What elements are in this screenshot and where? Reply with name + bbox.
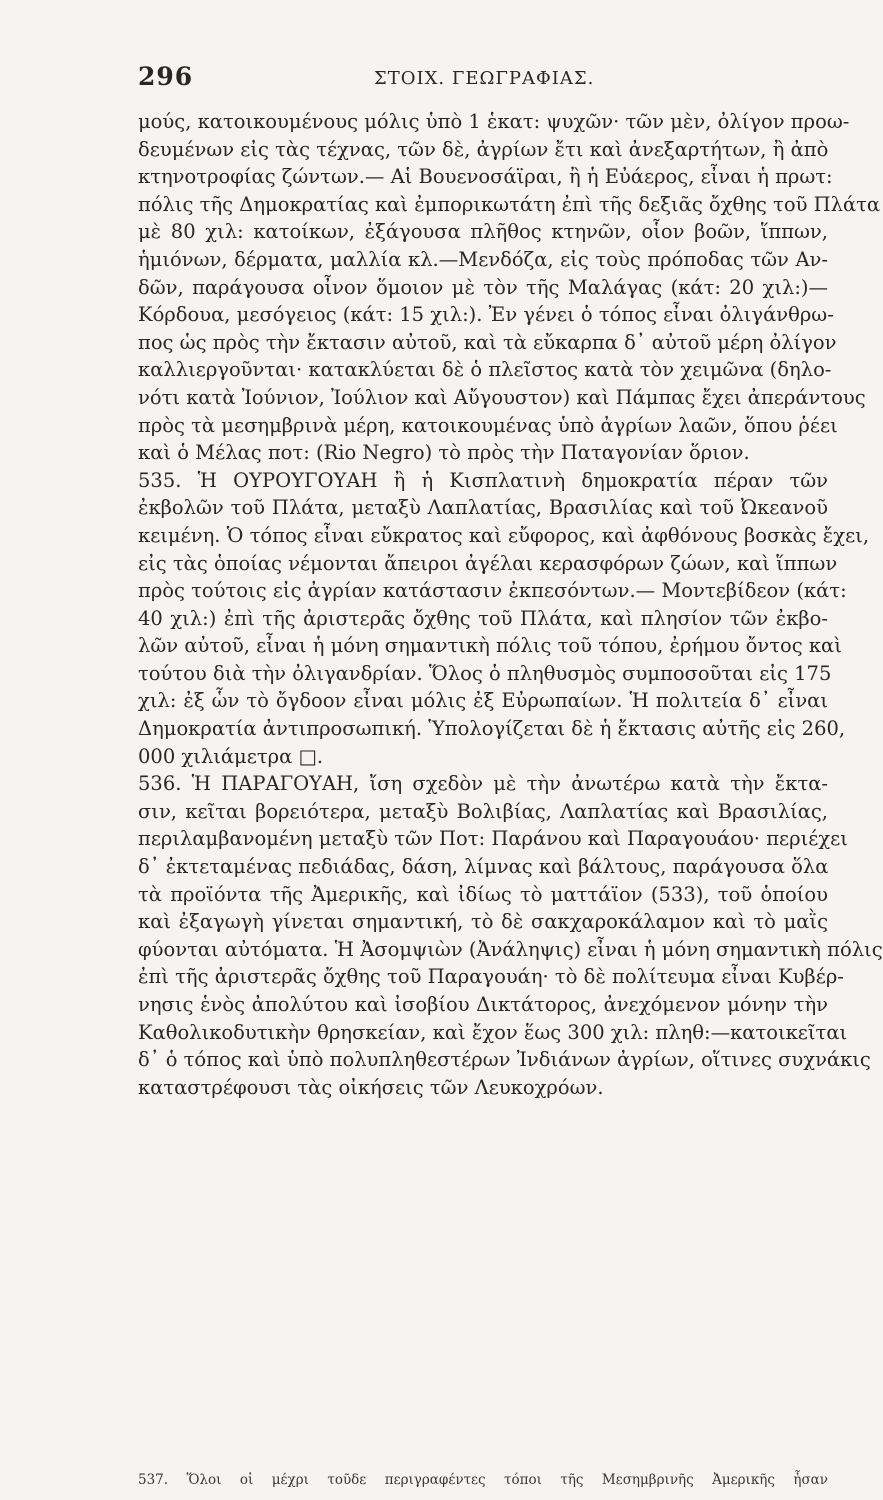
text-line: εἰς τὰς ὁποίας νέμονται ἄπειροι ἀγέλαι κερασφόρων ζώων, καὶ ἵππων (138, 551, 838, 575)
page-number: 296 (138, 62, 194, 91)
text-line: κειμένη. Ὁ τόπος εἶναι εὔκρατος καὶ εὔφορος, καὶ ἀφθόνους βοσκὰς ἔχει, (138, 523, 870, 547)
text-line: ἐκβολῶν τοῦ Πλάτα, μεταξὺ Λαπλατίας, Βρασιλίας καὶ τοῦ Ὠκεανοῦ (138, 496, 828, 520)
text-line: δ᾽ ἐκτεταμένας πεδιάδας, δάση, λίμνας καὶ βάλτους, παράγουσα ὅλα (138, 855, 829, 879)
text-line: καταστρέφουσι τὰς οἰκήσεις τῶν Λευκοχρόων. (138, 1075, 604, 1099)
text-line: πρὸς τούτοις εἰς ἀγρίαν κατάστασιν ἐκπεσόντων.— Μοντεβίδεον (κάτ: (138, 579, 847, 603)
text-line: νησις ἑνὸς ἀπολύτου καὶ ἰσοβίου Δικτάτορος, ἀνεχόμενον μόνην τὴν (138, 993, 828, 1016)
text-line: μούς, κατοικουμένους μόλις ὑπὸ 1 ἑκατ: ψυχῶν· τῶν μὲν, ὀλίγον προω- (138, 110, 850, 133)
text-line: νότι κατὰ Ἰούνιον, Ἰούλιον καὶ Αὔγουστον) καὶ Πάμπας ἔχει ἀπεράντους (138, 385, 866, 409)
text-line: τὰ προϊόντα τῆς Ἀμερικῆς, καὶ ἰδίως τὸ ματτάϊον (533), τοῦ ὁποίου (138, 882, 828, 906)
text-line: 535. Ἡ ΟΥΡΟΥΓΟΥΑΗ ἢ ἡ Κισπλατινὴ δημοκρατία πέραν τῶν (138, 468, 828, 492)
text-line: δῶν, παράγουσα οἶνον ὅμοιον μὲ τὸν τῆς Μαλάγας (κάτ: 20 χιλ:)— (138, 275, 828, 299)
text-line: πος ὡς πρὸς τὴν ἔκτασιν αὐτοῦ, καὶ τὰ εὔκαρπα δ᾽ αὐτοῦ μέρη ὀλίγον (138, 330, 837, 354)
text-line: περιλαμβανομένη μεταξὺ τῶν Ποτ: Παράνου καὶ Παραγουάου· περιέχει (138, 827, 848, 851)
text-line: μὲ 80 χιλ: κατοίκων, ἐξάγουσα πλῆθος κτηνῶν, οἷον βοῶν, ἵππων, (138, 220, 828, 244)
text-line: κτηνοτροφίας ζώντων.— Αἱ Βουενοσάϊραι, ἢ ἡ Εὐάερος, εἶναι ἡ πρωτ: (138, 165, 833, 189)
text-line: δευμένων εἰς τὰς τέχνας, τῶν δὲ, ἀγρίων ἔτι καὶ ἀνεξαρτήτων, ἢ ἀπὸ (138, 137, 829, 161)
text-line: ἡμιόνων, δέρματα, μαλλία κλ.—Μενδόζα, εἰς τοὺς πρόποδας τῶν Αν- (138, 247, 828, 271)
text-line: Κόρδουα, μεσόγειος (κάτ: 15 χιλ:). Ἐν γένει ὁ τόπος εἶναι ὀλιγάνθρω- (138, 303, 834, 327)
body-text (138, 108, 883, 1101)
text-line: δ᾽ ὁ τόπος καὶ ὑπὸ πολυπληθεστέρων Ἰνδιάνων ἀγρίων, οἵτινες συχνάκις (138, 1048, 871, 1072)
next-paragraph-line: 537. Ὅλοι οἱ μέχρι τοῦδε περιγραφέντες τόποι τῆς Μεσημβρινῆς Ἀμερικῆς ἦσαν (138, 1472, 828, 1488)
text-line: Καθολικοδυτικὴν θρησκείαν, καὶ ἔχον ἕως 300 χιλ: πληθ:—κατοικεῖται (138, 1020, 848, 1044)
text-line: καλλιεργοῦνται· κατακλύεται δὲ ὁ πλεῖστος κατὰ τὸν χειμῶνα (δηλο- (138, 358, 832, 382)
text-line: σιν, κεῖται βορειότερα, μεταξὺ Βολιβίας, Λαπλατίας καὶ Βρασιλίας, (138, 799, 828, 823)
page-header (138, 62, 828, 98)
text-line: πόλις τῆς Δημοκρατίας καὶ ἐμπορικωτάτη ἐπὶ τῆς δεξιᾶς ὄχθης τοῦ Πλάτα (138, 192, 881, 216)
text-line: Δημοκρατία ἀντιπροσωπική. Ὑπολογίζεται δὲ ἡ ἔκτασις αὐτῆς εἰς 260, (138, 717, 846, 741)
text-line: 000 χιλιάμετρα □. (138, 744, 324, 768)
text-line: ἐπὶ τῆς ἀριστερᾶς ὄχθης τοῦ Παραγουάη· τὸ δὲ πολίτευμα εἶναι Κυβέρ- (138, 965, 844, 989)
text-line: 536. Ἡ ΠΑΡΑΓΟΥΑΗ, ἴση σχεδὸν μὲ τὴν ἀνωτέρω κατὰ τὴν ἔκτα- (138, 772, 828, 796)
text-line: τούτου διὰ τὴν ὀλιγανδρίαν. Ὅλος ὁ πληθυσμὸς συμποσοῦται εἰς 175 (138, 661, 832, 685)
running-head: ΣΤΟΙΧ. ΓΕΩΓΡΑΦΙΑΣ. (374, 68, 595, 89)
text-line: καὶ ἐξαγωγὴ γίνεται σημαντική, τὸ δὲ σακχαροκάλαμον καὶ τὸ μαῒς (138, 910, 828, 934)
text-line: χιλ: ἐξ ὧν τὸ ὄγδοον εἶναι μόλις ἐξ Εὐρωπαίων. Ἡ πολιτεία δ᾽ εἶναι (138, 689, 828, 713)
text-line: πρὸς τὰ μεσημβρινὰ μέρη, κατοικουμένας ὑπὸ ἀγρίων λαῶν, ὅπου ῥέει (138, 413, 838, 437)
text-line: καὶ ὁ Μέλας ποτ: (Rio Negro) τὸ πρὸς τὴν Παταγονίαν ὅριον. (138, 441, 750, 465)
text-line: 40 χιλ:) ἐπὶ τῆς ἀριστερᾶς ὄχθης τοῦ Πλάτα, καὶ πλησίον τῶν ἐκβο- (138, 606, 828, 630)
text-line: φύονται αὐτόματα. Ἡ Ἀσομψιὼν (Ἀνάληψις) εἶναι ἡ μόνη σημαντικὴ πόλις (138, 937, 883, 961)
text-line: λῶν αὐτοῦ, εἶναι ἡ μόνη σημαντικὴ πόλις τοῦ τόπου, ἐρήμου ὄντος καὶ (138, 634, 842, 658)
